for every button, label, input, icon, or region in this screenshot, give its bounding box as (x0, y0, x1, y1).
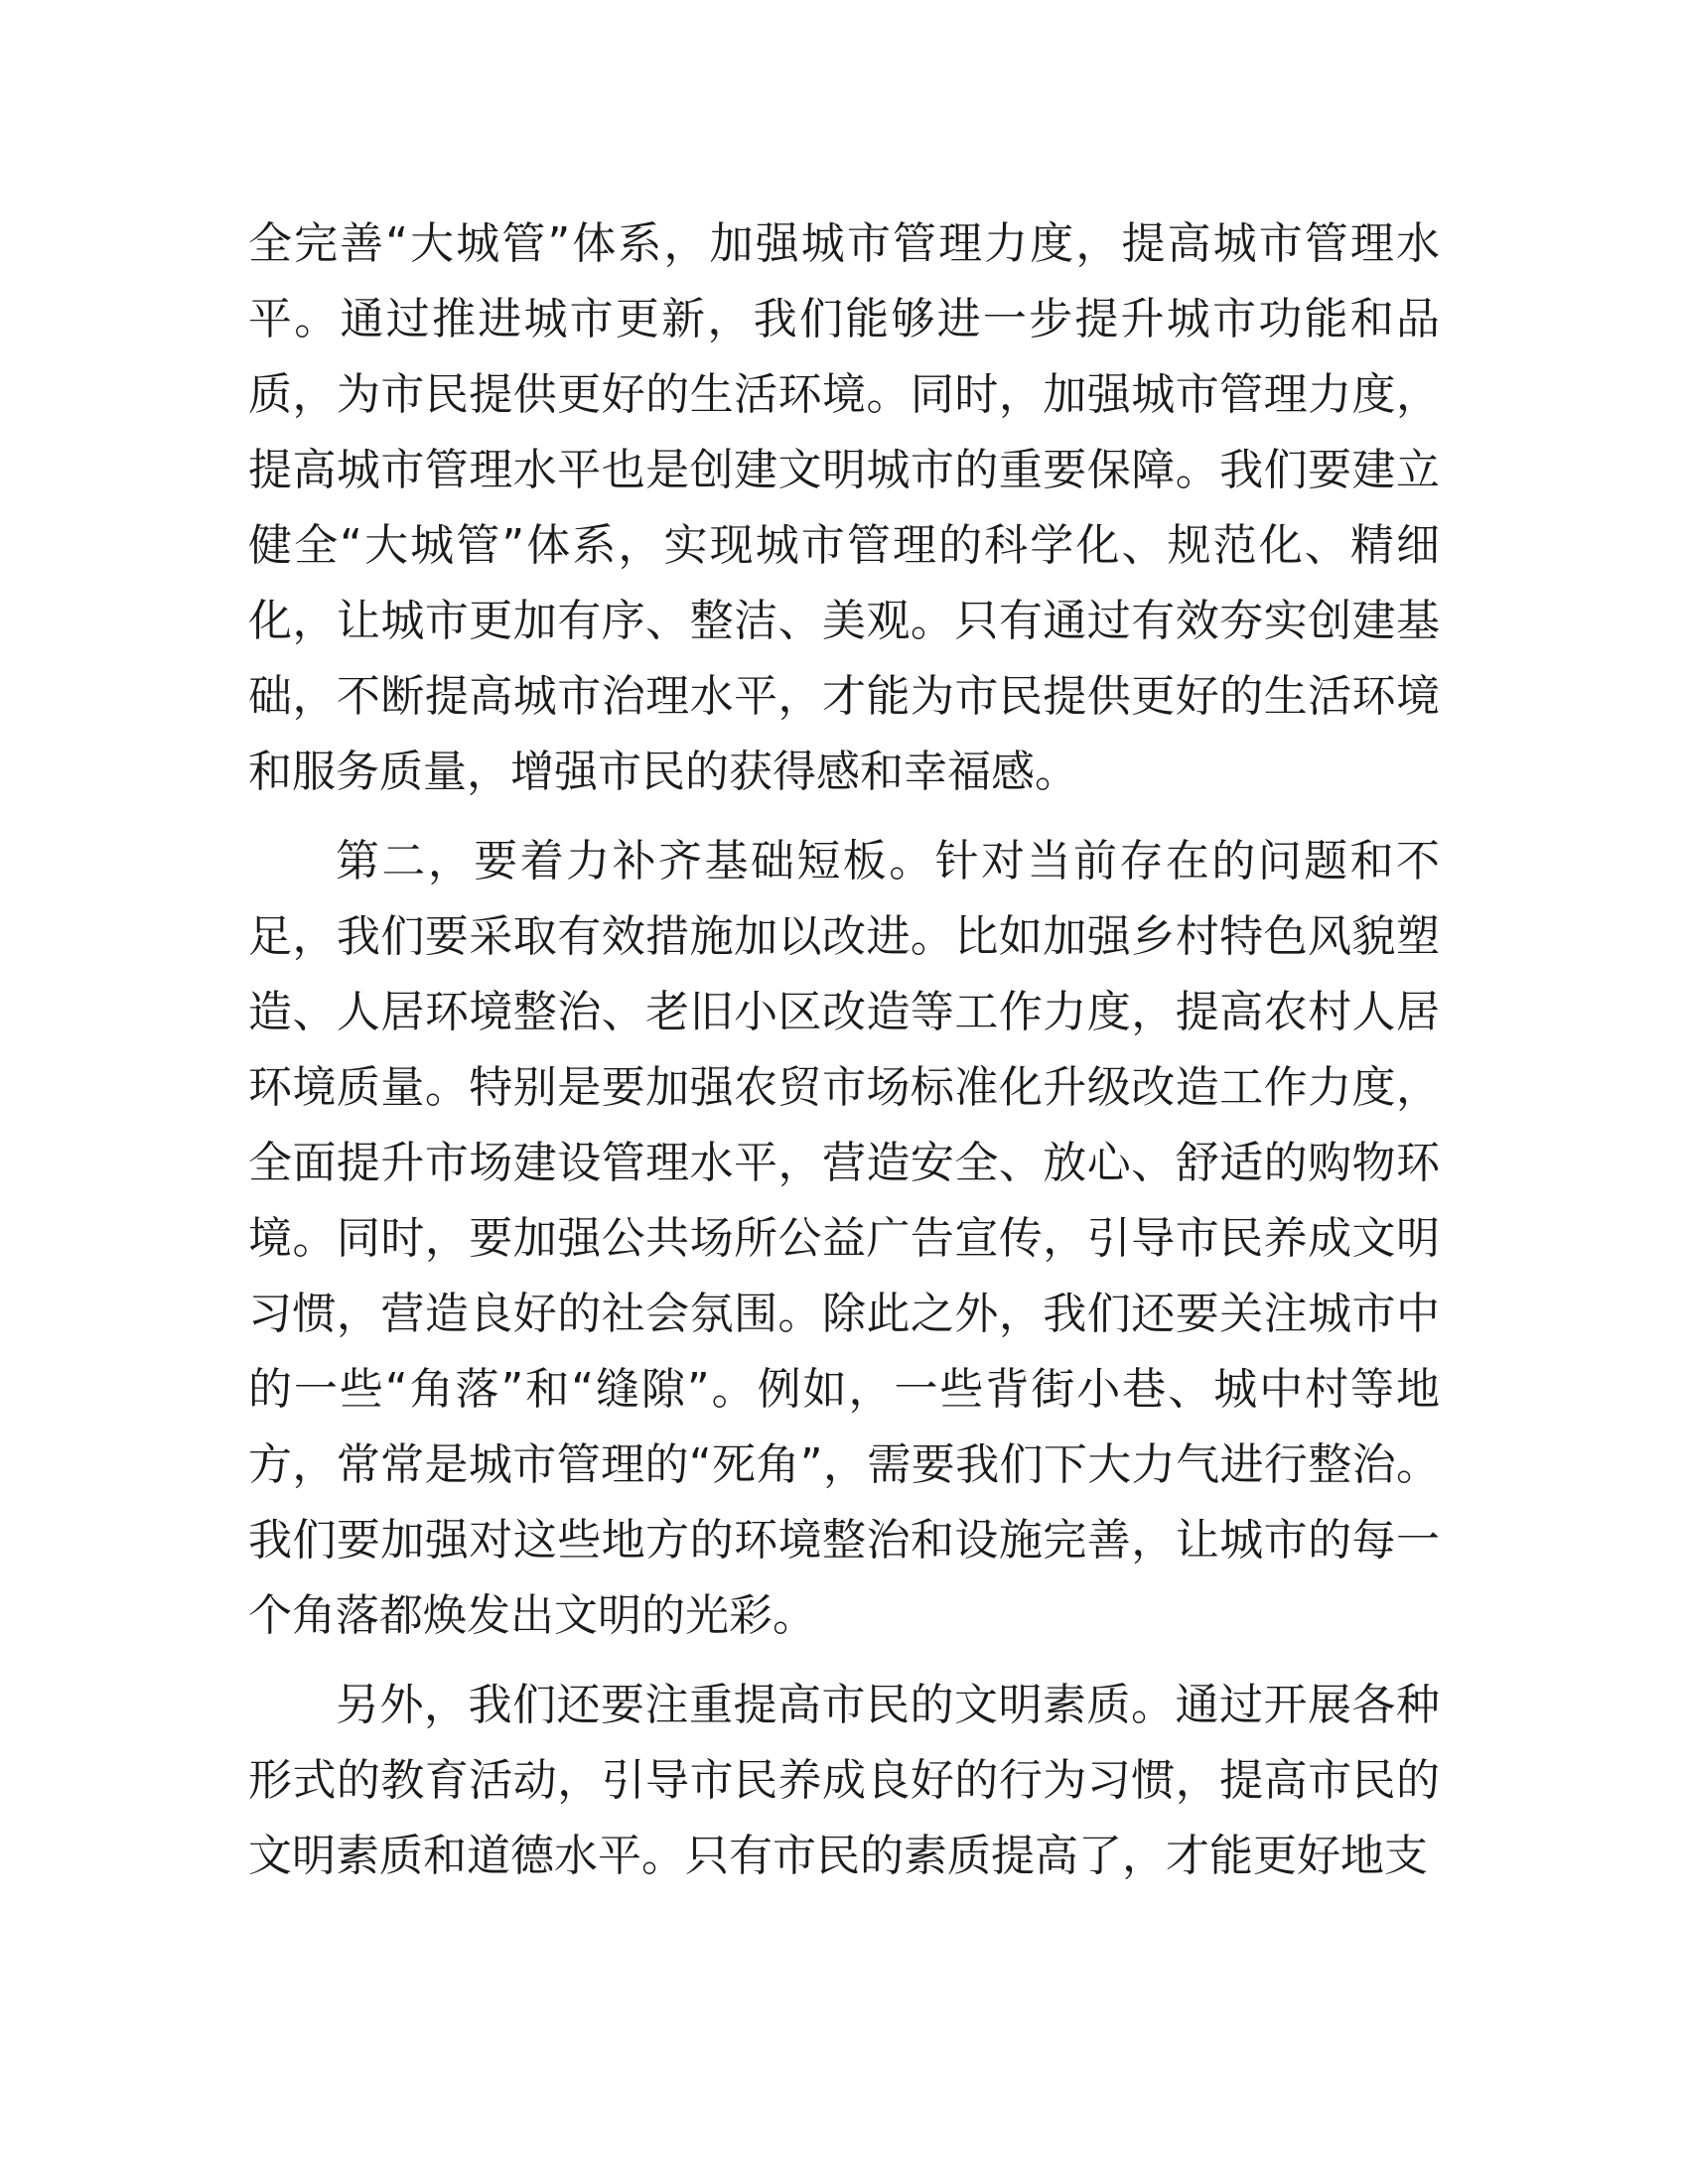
body-text (248, 206, 1440, 1894)
paragraph-second-point: 第二，要着力补齐基础短板。针对当前存在的问题和不足，我们要采取有效措施加以改进。比如加强乡村特色风貌塑造、人居环境整治、老旧小区改造等工作力度，提高农村人居环境质量。特别是要加强农贸市场标准化升级改造工作力度，全面提升市场建设管理水平，营造安全、放心、舒适的购物环境。同时，要加强公共场所公益广告宣传，引导市民养成文明习惯，营造良好的社会氛围。除此之外，我们还要关注城市中的一些“角落”和“缝隙”。例如，一些背街小巷、城中村等地方，常常是城市管理的“死角”，需要我们下大力气进行整治。我们要加强对这些地方的环境整治和设施完善，让城市的每一个角落都焕发出文明的光彩。 (248, 836, 1440, 1641)
paragraph-additionally: 另外，我们还要注重提高市民的文明素质。通过开展各种形式的教育活动，引导市民养成良好的行为习惯，提高市民的文明素质和道德水平。只有市民的素质提高了，才能更好地支 (248, 1680, 1440, 1881)
paragraph-continuation: 全完善“大城管”体系，加强城市管理力度，提高城市管理水平。通过推进城市更新，我们能够进一步提升城市功能和品质，为市民提供更好的生活环境。同时，加强城市管理力度，提高城市管理水平也是创建文明城市的重要保障。我们要建立健全“大城管”体系，实现城市管理的科学化、规范化、精细化，让城市更加有序、整洁、美观。只有通过有效夯实创建基础，不断提高城市治理水平，才能为市民提供更好的生活环境和服务质量，增强市民的获得感和幸福感。 (248, 218, 1440, 797)
